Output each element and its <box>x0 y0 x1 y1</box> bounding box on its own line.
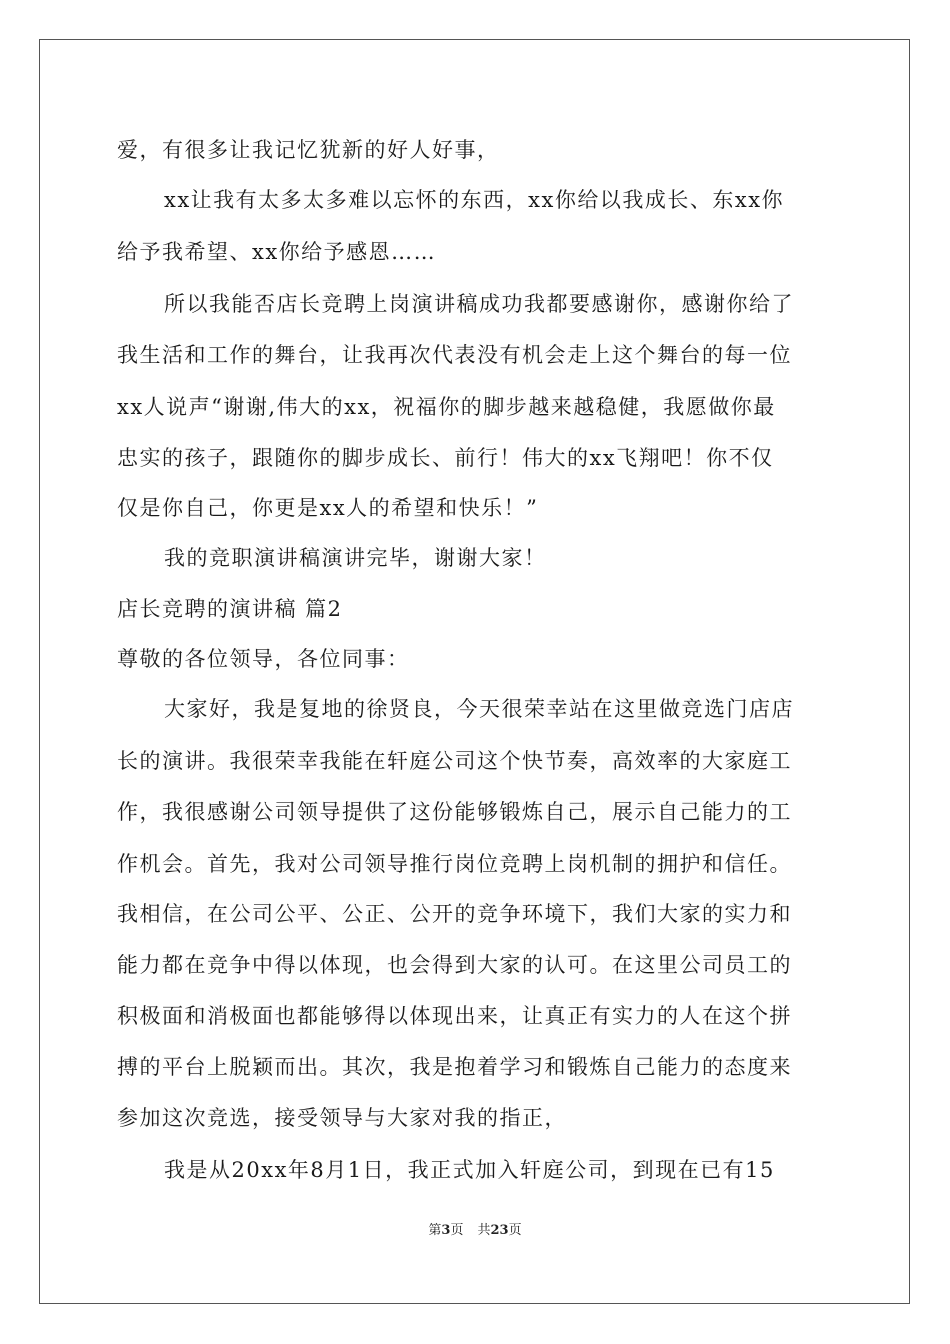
page-number: 3 <box>441 1223 451 1238</box>
body-line: 搏的平台上脱颖而出。其次，我是抱着学习和锻炼自己能力的态度来 <box>117 1055 792 1079</box>
page-footer <box>0 1222 950 1240</box>
paragraph-line: 我是从20xx年8月1日，我正式加入轩庭公司，到现在已有15 <box>164 1158 775 1182</box>
body-line: 长的演讲。我很荣幸我能在轩庭公司这个快节奏，高效率的大家庭工 <box>117 749 792 773</box>
body-line: 作，我很感谢公司领导提供了这份能够锻炼自己，展示自己能力的工 <box>117 800 792 824</box>
paragraph-line: 我的竞职演讲稿演讲完毕，谢谢大家！ <box>164 546 547 570</box>
body-line: 忠实的孩子，跟随你的脚步成长、前行！伟大的xx飞翔吧！你不仅 <box>117 446 774 470</box>
salutation: 尊敬的各位领导，各位同事： <box>117 647 410 671</box>
body-line: 仅是你自己，你更是xx人的希望和快乐！” <box>117 496 539 520</box>
paragraph-line: 大家好，我是复地的徐贤良，今天很荣幸站在这里做竞选门店店 <box>164 697 794 721</box>
body-line: 给予我希望、xx你给予感恩…… <box>117 240 437 264</box>
body-line: 能力都在竞争中得以体现，也会得到大家的认可。在这里公司员工的 <box>117 953 792 977</box>
paragraph-line: xx让我有太多太多难以忘怀的东西，xx你给以我成长、东xx你 <box>164 188 785 212</box>
page-prefix: 第 <box>428 1223 442 1238</box>
total-prefix: 共 <box>477 1223 491 1238</box>
body-line: 爱，有很多让我记忆犹新的好人好事， <box>117 138 500 162</box>
body-line: 我相信，在公司公平、公正、公开的竞争环境下，我们大家的实力和 <box>117 902 792 926</box>
total-suffix: 页 <box>508 1223 522 1238</box>
body-line: 我生活和工作的舞台，让我再次代表没有机会走上这个舞台的每一位 <box>117 343 792 367</box>
section-heading: 店长竞聘的演讲稿 篇2 <box>117 597 343 621</box>
body-line: 参加这次竞选，接受领导与大家对我的指正， <box>117 1106 567 1130</box>
body-line: 作机会。首先，我对公司领导推行岗位竞聘上岗机制的拥护和信任。 <box>117 852 792 876</box>
page-suffix: 页 <box>450 1223 464 1238</box>
body-line: 积极面和消极面也都能够得以体现出来，让真正有实力的人在这个拼 <box>117 1004 792 1028</box>
body-line: xx人说声“谢谢,伟大的xx，祝福你的脚步越来越稳健，我愿做你最 <box>117 395 776 419</box>
paragraph-line: 所以我能否店长竞聘上岗演讲稿成功我都要感谢你，感谢你给了 <box>164 292 794 316</box>
total-pages: 23 <box>490 1223 509 1238</box>
